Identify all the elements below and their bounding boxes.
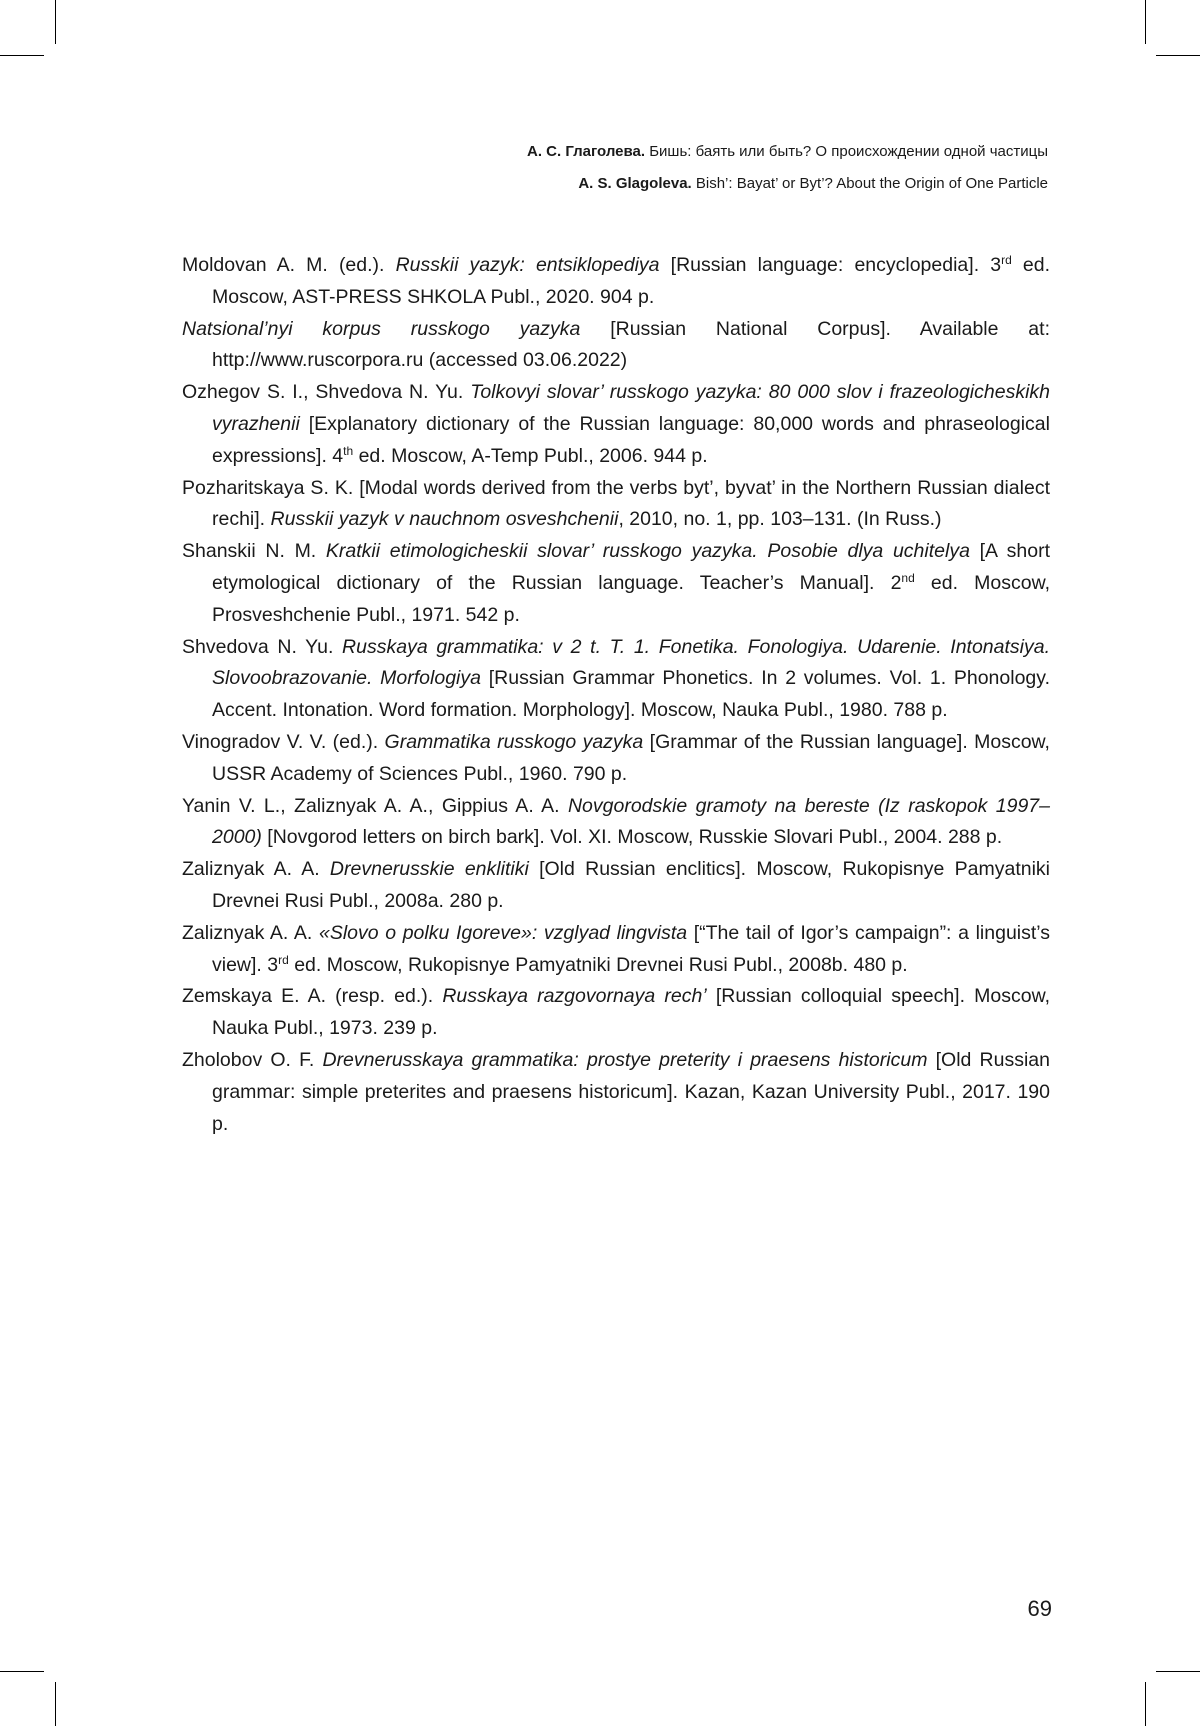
ref-text: [“The tail of Igor’s campaign”: a linguist’s view]. 3: [212, 921, 1051, 976]
ref-text: [Explanatory dictionary of the Russian language: 80,000 words and phraseological expressions]. 4: [212, 412, 1050, 467]
ref-sup: rd: [278, 952, 289, 967]
reference-item: [182, 536, 1050, 631]
ref-text: [A short etymological dictionary of the Russian language. Teacher’s Manual]. 2: [212, 540, 1050, 594]
running-header-en: [527, 168, 1048, 200]
crop-mark: [1156, 55, 1200, 56]
reference-item: [182, 314, 1050, 378]
reference-item: [182, 632, 1050, 727]
ref-title: Russkii yazyk v nauchnom osveshchenii: [270, 508, 619, 531]
ref-text: Yanin V. L., Zaliznyak A. A., Gippius A. A.: [182, 794, 568, 817]
ref-title: Russkaya razgovornaya rech’: [442, 985, 707, 1008]
ref-text: ed. Moscow, Rukopisnye Pamyatniki Drevnei Rusi Publ., 2008b. 480 p.: [288, 953, 908, 976]
reference-item: [182, 377, 1050, 472]
ref-text: Zholobov O. F.: [182, 1048, 323, 1071]
ref-text: ed. Moscow, Prosveshchenie Publ., 1971. 542 p.: [212, 571, 1050, 626]
reference-item: [182, 473, 1050, 537]
ref-sup: nd: [901, 570, 915, 585]
header-title-ru: Бишь: баять или быть? О происхождении одной частицы: [649, 143, 1048, 160]
ref-title: Kratkii etimologicheskii slovar’ russkogo yazyka. Posobie dlya uchitelya: [325, 540, 970, 563]
ref-text: [Russian Grammar Phonetics. In 2 volumes. Vol. 1. Phonology. Accent. Intonation. Word formation. Morphology]. Moscow, Nauka Publ., 1980. 788 p.: [212, 667, 1050, 722]
ref-text: Moldovan A. M. (ed.).: [182, 254, 396, 276]
ref-text: , 2010, no. 1, pp. 103–131. (In Russ.): [618, 508, 942, 531]
ref-text: Zemskaya E. A. (resp. ed.).: [182, 985, 443, 1008]
crop-mark: [0, 1671, 44, 1672]
crop-mark: [1145, 1682, 1146, 1726]
ref-title: Russkii yazyk: entsiklopediya: [395, 254, 660, 276]
running-header-ru: [527, 136, 1048, 168]
ref-text: [Old Russian enclitics]. Moscow, Rukopisnye Pamyatniki Drevnei Rusi Publ., 2008a. 280 p.: [212, 858, 1051, 912]
ref-text: [Russian National Corpus]. Available at: http://www.ruscorpora.ru (accessed 03.06.2022): [212, 317, 1050, 372]
ref-text: Ozhegov S. I., Shvedova N. Yu.: [182, 381, 471, 404]
ref-text: Shvedova N. Yu.: [182, 635, 343, 658]
crop-mark: [55, 1682, 56, 1726]
ref-sup: rd: [1001, 253, 1012, 267]
ref-title: Russkaya grammatika: v 2 t. T. 1. Fonetika. Fonologiya. Udarenie. Intonatsiya. Slovoobrazovanie. Morfologiya: [212, 635, 1051, 690]
crop-mark: [1145, 0, 1146, 44]
header-author-en: A. S. Glagoleva.: [578, 175, 692, 192]
reference-item: [182, 1045, 1050, 1140]
ref-title: Grammatika russkogo yazyka: [384, 730, 644, 753]
ref-text: Zaliznyak A. A.: [182, 921, 319, 944]
reference-list: [182, 250, 1050, 1140]
header-title-en: Bish’: Bayat’ or Byt’? About the Origin of One Particle: [695, 175, 1048, 192]
reference-item: [182, 918, 1050, 982]
header-author-ru: А. С. Глаголева.: [527, 143, 646, 160]
crop-mark: [0, 55, 44, 56]
running-header: [527, 136, 1048, 200]
ref-text: [Novgorod letters on birch bark]. Vol. XI. Moscow, Russkie Slovari Publ., 2004. 288 p.: [261, 826, 1003, 849]
ref-sup: th: [343, 443, 354, 458]
ref-title: «Slovo o polku Igoreve»: vzglyad lingvista: [318, 921, 688, 944]
crop-mark: [55, 0, 56, 44]
page-number: 69: [1027, 1596, 1052, 1621]
ref-text: Pozharitskaya S. K. [Modal words derived from the verbs byt’, byvat’ in the Northern Russian dialect rechi].: [182, 476, 1050, 531]
reference-item: [182, 854, 1050, 918]
ref-text: Zaliznyak A. A.: [182, 858, 330, 881]
reference-item: [182, 791, 1050, 855]
ref-text: [Russian colloquial speech]. Moscow, Nauka Publ., 1973. 239 p.: [212, 985, 1051, 1040]
ref-title: Tolkovyi slovar’ russkogo yazyka: 80 000 slov i frazeologicheskikh vyrazhenii: [212, 381, 1050, 435]
ref-title: Natsional’nyi korpus russkogo yazyka: [182, 317, 581, 340]
ref-text: ed. Moscow, A-Temp Publ., 2006. 944 p.: [353, 444, 708, 467]
reference-item: [182, 727, 1050, 791]
reference-item: [182, 250, 1050, 314]
crop-mark: [1156, 1671, 1200, 1672]
ref-text: [Grammar of the Russian language]. Moscow, USSR Academy of Sciences Publ., 1960. 790 p.: [212, 730, 1050, 785]
ref-text: [Russian language: encyclopedia]. 3: [659, 254, 1002, 276]
ref-text: ed. Moscow, AST-PRESS SHKOLA Publ., 2020. 904 p.: [212, 254, 1050, 308]
ref-title: Drevnerusskaya grammatika: prostye preterity i praesens historicum: [322, 1048, 928, 1071]
ref-title: Drevnerusskie enklitiki: [329, 858, 529, 881]
reference-item: [182, 981, 1050, 1045]
ref-text: Vinogradov V. V. (ed.).: [182, 730, 385, 753]
ref-title: Novgorodskie gramoty na bereste (Iz raskopok 1997–2000): [212, 794, 1050, 849]
ref-text: Shanskii N. M.: [182, 540, 326, 563]
ref-text: [Old Russian grammar: simple preterites and praesens historicum]. Kazan, Kazan University Publ., 2017. 190 p.: [212, 1048, 1050, 1135]
